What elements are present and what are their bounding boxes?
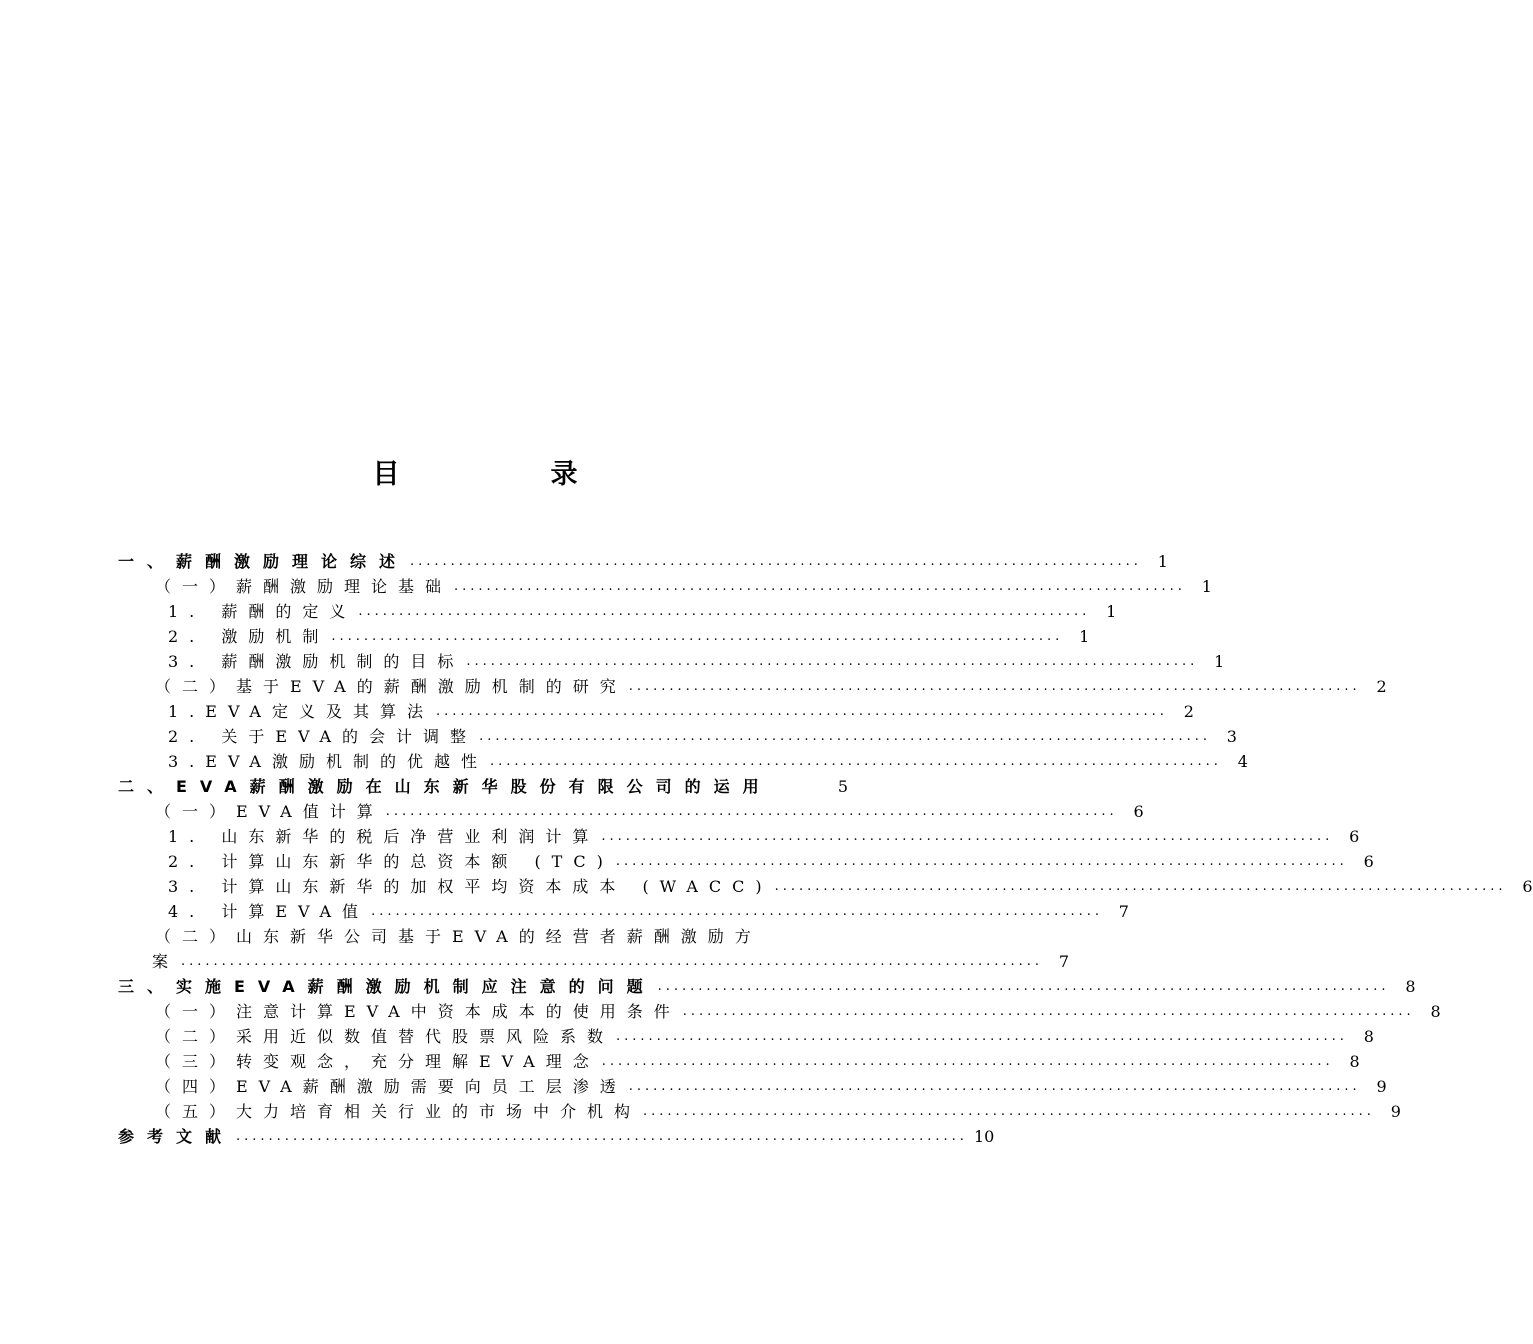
- toc-entry[interactable]: [118, 546, 1168, 572]
- toc-leader: ..........................................................................................: [643, 1104, 1375, 1119]
- toc-entry-text: （三）转变观念，充分理解EVA理念: [155, 1052, 600, 1071]
- toc-entry-page: 8: [1405, 977, 1416, 996]
- toc-leader: ..........................................................................................: [489, 754, 1222, 769]
- toc-entry-page: 8: [1349, 1052, 1360, 1071]
- toc-entry-page: 7: [1058, 952, 1070, 971]
- toc-entry-page: 6: [1522, 877, 1533, 896]
- toc-entry-text: 三、实施EVA薪酬激励机制应注意的问题: [118, 977, 656, 996]
- toc-entry[interactable]: [155, 671, 1387, 697]
- toc-leader: ..........................................................................................................: [181, 954, 1044, 969]
- toc-leader: ..........................................................................................: [601, 829, 1334, 844]
- toc-entry-text: 3. 薪酬激励机制的目标: [168, 652, 465, 671]
- toc-entry-text: （二）采用近似数值替代股票风险系数: [155, 1027, 615, 1046]
- toc-entry-page: 9: [1376, 1077, 1387, 1096]
- toc-entry-text: 1. 薪酬的定义: [168, 602, 357, 621]
- toc-leader: ..........................................................................................: [358, 604, 1091, 619]
- toc-entry[interactable]: [168, 621, 1090, 647]
- toc-leader: ..........................................................................................: [616, 1029, 1348, 1044]
- toc-entry[interactable]: [168, 871, 1533, 897]
- toc-entry[interactable]: [155, 1096, 1401, 1122]
- toc-leader: ..........................................................................................: [601, 1054, 1334, 1069]
- toc-entry-page: 1: [1201, 577, 1212, 596]
- toc-entry-text: 3. 计算山东新华的加权平均资本成本 (WACC): [168, 877, 773, 896]
- toc-leader: ..........................................................................................: [682, 1004, 1415, 1019]
- toc-entry-text: （一）EVA值计算: [155, 802, 384, 821]
- toc-leader: ..........................................................................................: [657, 979, 1390, 994]
- toc-entry[interactable]: [155, 996, 1441, 1022]
- toc-entry[interactable]: [155, 1021, 1374, 1047]
- toc-entry-text: 一、薪酬激励理论综述: [118, 552, 409, 571]
- toc-entry[interactable]: [168, 846, 1374, 872]
- toc-entry[interactable]: [168, 596, 1117, 622]
- toc-entry-page: 7: [1118, 902, 1129, 921]
- toc-entry-text-continued: 案: [152, 952, 180, 971]
- toc-entry-page: 9: [1390, 1102, 1401, 1121]
- toc-entry-page: 5: [837, 777, 848, 796]
- toc-entry-page: 1: [1106, 602, 1117, 621]
- toc-leader: ..........................................................................................: [479, 729, 1211, 744]
- toc-entry-text: 1.EVA定义及其算法: [168, 702, 434, 721]
- toc-leader: ..........................................................................................: [236, 1129, 968, 1144]
- page-title: 目 录: [372, 459, 640, 490]
- toc-leader: ..........................................................................................: [615, 854, 1348, 869]
- toc-entry-page: 10: [973, 1127, 995, 1146]
- toc-entry[interactable]: [155, 1046, 1360, 1072]
- toc-entry[interactable]: [168, 896, 1129, 922]
- toc-leader: ..........................................................................................: [331, 629, 1064, 644]
- toc-entry-text: 2. 关于EVA的会计调整: [168, 727, 478, 746]
- toc-entry-page: 6: [1363, 852, 1374, 871]
- toc-entry[interactable]: [155, 796, 1144, 822]
- toc-entry-text: （五）大力培育相关行业的市场中介机构: [155, 1102, 642, 1121]
- toc-entry[interactable]: [152, 946, 1070, 972]
- toc-entry-page: 2: [1183, 702, 1194, 721]
- toc-entry-text: 二、EVA薪酬激励在山东新华股份有限公司的运用: [118, 777, 772, 796]
- toc-entry-page: 1: [1214, 652, 1225, 671]
- toc-leader: ..........................................................................................: [628, 1079, 1361, 1094]
- toc-entry-page: 2: [1376, 677, 1387, 696]
- toc-leader: ..........................................................................................: [454, 579, 1186, 594]
- toc-entry[interactable]: [155, 1071, 1387, 1097]
- toc-entry[interactable]: [118, 771, 848, 797]
- toc-entry[interactable]: [168, 696, 1194, 722]
- toc-entry-text: 参考文献: [118, 1127, 235, 1146]
- toc-entry-text: （一）薪酬激励理论基础: [155, 577, 453, 596]
- toc-entry[interactable]: [118, 971, 1416, 997]
- toc-entry[interactable]: [168, 646, 1225, 672]
- toc-entry-page: 1: [1079, 627, 1090, 646]
- toc-leader: ..........................................................................................: [410, 554, 1142, 569]
- toc-entry-page: 1: [1157, 552, 1168, 571]
- toc-entry-text: 4. 计算EVA值: [168, 902, 370, 921]
- toc-entry[interactable]: [168, 721, 1237, 747]
- toc-entry[interactable]: [118, 1121, 995, 1147]
- toc-leader: ..........................................................................................: [435, 704, 1168, 719]
- toc-entry-page: 4: [1237, 752, 1248, 771]
- toc-entry[interactable]: [155, 571, 1212, 597]
- toc-entry-page: 3: [1226, 727, 1237, 746]
- toc-entry-page: 8: [1363, 1027, 1374, 1046]
- toc-entry-text: 2. 激励机制: [168, 627, 330, 646]
- toc-entry-page: 6: [1133, 802, 1144, 821]
- toc-entry-text: 1. 山东新华的税后净营业利润计算: [168, 827, 600, 846]
- toc-entry-text: （四）EVA薪酬激励需要向员工层渗透: [155, 1077, 627, 1096]
- toc-leader: ..........................................................................................: [628, 679, 1361, 694]
- toc-entry-text: （二）基于EVA的薪酬激励机制的研究: [155, 677, 627, 696]
- toc-entry[interactable]: [168, 746, 1248, 772]
- toc-entry-page: 6: [1349, 827, 1360, 846]
- toc-entry-text: （一）注意计算EVA中资本成本的使用条件: [155, 1002, 681, 1021]
- toc-entry-text[interactable]: （二）山东新华公司基于EVA的经营者薪酬激励方: [155, 927, 762, 946]
- toc-leader: ..........................................................................................: [385, 804, 1118, 819]
- toc-entry-text: 2. 计算山东新华的总资本额 (TC): [168, 852, 614, 871]
- toc-entry-page: 8: [1430, 1002, 1441, 1021]
- toc-entry-text: 3.EVA激励机制的优越性: [168, 752, 488, 771]
- toc-leader: ..........................................................................................: [371, 904, 1103, 919]
- toc-leader: ..........................................................................................: [774, 879, 1507, 894]
- toc-entry[interactable]: [168, 821, 1360, 847]
- toc-leader: ..........................................................................................: [466, 654, 1199, 669]
